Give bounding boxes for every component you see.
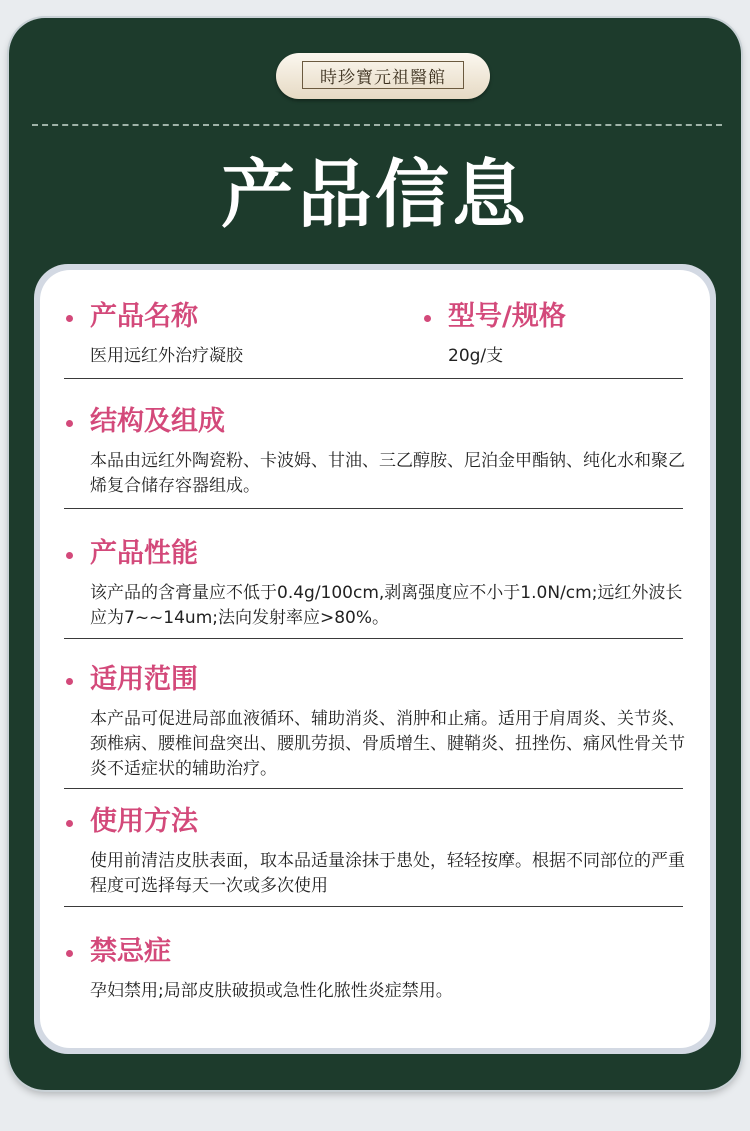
heading-text: 使用方法	[90, 806, 198, 837]
info-card	[40, 270, 710, 1048]
bullet-icon	[66, 315, 73, 322]
divider	[64, 508, 683, 509]
section-text: 20g/支	[448, 346, 504, 366]
section-text: 孕妇禁用;局部皮肤破损或急性化脓性炎症禁用。	[90, 981, 453, 1001]
heading-text: 结构及组成	[90, 406, 225, 437]
section-heading	[66, 300, 406, 334]
section-spec	[424, 300, 704, 369]
brand-name: 時珍寶元祖醫館	[302, 61, 464, 89]
heading-text: 产品性能	[90, 538, 198, 569]
bullet-icon	[66, 820, 73, 827]
section-contraindications	[66, 935, 688, 1004]
heading-text: 禁忌症	[90, 936, 171, 967]
heading-text: 适用范围	[90, 664, 198, 695]
section-heading	[66, 405, 688, 439]
divider	[64, 788, 683, 789]
bullet-icon	[66, 420, 73, 427]
section-text: 本品由远红外陶瓷粉、卡波姆、甘油、三乙醇胺、尼泊金甲酯钠、纯化水和聚乙烯复合储存容器组成。	[90, 451, 685, 496]
divider	[64, 906, 683, 907]
bullet-icon	[66, 950, 73, 957]
section-scope	[66, 663, 696, 782]
heading-text: 产品名称	[90, 301, 198, 332]
bullet-icon	[66, 552, 73, 559]
section-heading	[66, 537, 688, 571]
section-text: 本产品可促进局部血液循环、辅助消炎、消肿和止痛。适用于肩周炎、关节炎、颈椎病、腰椎间盘突出、腰肌劳损、骨质增生、腱鞘炎、扭挫伤、痛风性骨关节炎不适症状的辅助治疗。	[90, 709, 685, 779]
section-text: 使用前清洁皮肤表面，取本品适量涂抹于患处，轻轻按摩。根据不同部位的严重程度可选择每天一次或多次使用	[90, 851, 685, 896]
bullet-icon	[66, 678, 73, 685]
section-text: 医用远红外治疗凝胶	[90, 346, 243, 366]
bullet-icon	[424, 315, 431, 322]
section-heading	[66, 663, 696, 697]
dashed-divider	[32, 124, 722, 126]
section-heading	[424, 300, 704, 334]
divider	[64, 378, 683, 379]
section-product-name	[66, 300, 406, 369]
section-heading	[66, 935, 688, 969]
brand-badge	[276, 53, 490, 99]
section-heading	[66, 805, 688, 839]
divider	[64, 638, 683, 639]
heading-text: 型号/规格	[448, 301, 566, 332]
section-usage	[66, 805, 688, 899]
page-title: 产品信息	[221, 152, 529, 238]
section-composition	[66, 405, 688, 499]
section-text: 该产品的含膏量应不低于0.4g/100cm,剥离强度应不小于1.0N/cm;远红外波长应为7~~14um;法向发射率应>80%。	[90, 583, 683, 628]
section-performance	[66, 537, 688, 631]
